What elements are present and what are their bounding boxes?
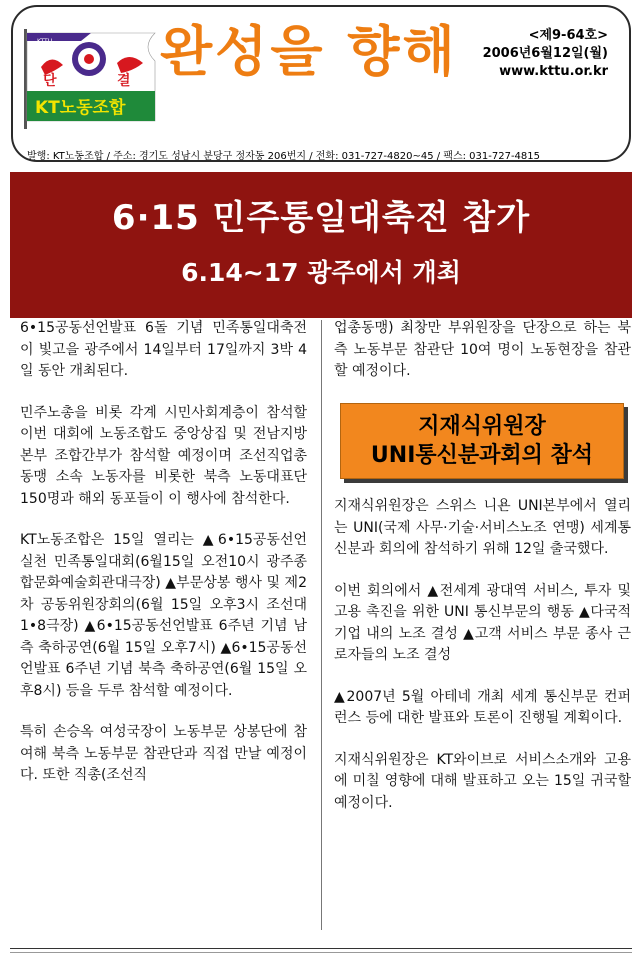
article-title: 6·15 민주통일대축전 참가 <box>111 198 531 238</box>
right-paragraph-3: ▲2007년 5월 아테네 개최 세계 통신부문 컨퍼런스 등에 대한 발표와 토론이 진행될 계획이다. <box>334 688 631 726</box>
article-subtitle: 6.14~17 광주에서 개최 <box>181 258 461 287</box>
issue-info <box>483 27 608 81</box>
left-paragraph-1: 6•15공동선언발표 6돌 기념 민족통일대축전이 빛고을 광주에서 14일부터 17일까지 3박 4일 동안 개최된다. <box>20 320 307 379</box>
left-paragraph-4: 특히 손승옥 여성국장이 노동부문 상봉단에 참여해 북측 노동부문 참관단과 직접 만날 예정이다. 또한 직총(조선직 <box>20 724 307 783</box>
issue-number: <제9-64호> <box>528 28 608 43</box>
title-banner <box>10 172 632 318</box>
right-column-continuation <box>334 318 631 403</box>
right-column <box>334 496 631 834</box>
footer-rule-thin <box>10 952 632 953</box>
masthead-title: 완성을 향해 <box>160 20 458 83</box>
header-box <box>11 5 631 162</box>
website-link[interactable]: www.kttu.or.kr <box>499 64 608 79</box>
union-flag-icon <box>21 29 159 129</box>
right-paragraph-2: 이번 회의에서 ▲전세계 광대역 서비스, 투자 및 고용 촉진을 위한 UNI 통신부문의 행동 ▲다국적기업 내의 노조 결성 ▲고객 서비스 부문 종사 근로자들의 노조 결성 <box>334 582 631 663</box>
flag-word-right: 결 <box>117 73 131 89</box>
left-column <box>20 318 307 807</box>
right-paragraph-1: 지재식위원장은 스위스 니욘 UNI본부에서 열리는 UNI(국제 사무·기술·서비스노조 연맹) 세계통신분과 회의에 참석하기 위해 12일 출국했다. <box>334 498 631 557</box>
left-paragraph-3: KT노동조합은 15일 열리는 ▲6•15공동선언 실천 민족통일대회(6월15일 오전10시 광주종합문화예술회관대극장) ▲부문상봉 행사 및 제2차 공동위원장회의(6월 15일 오후3시 조선대 1•8극장) ▲6•15공동선언발표 6주년 기념 남측 축하공연(6월 15일 오후7시) ▲6•15공동선언발표 6주년 기념 북측 축하공연(6월 15일 오후8시) 등을 두루 참석할 예정이다. <box>20 532 307 699</box>
column-divider <box>321 320 322 930</box>
sidebar-heading-line2: UNI통신분과회의 참석 <box>370 443 594 468</box>
sidebar-heading-line1: 지재식위원장 <box>418 414 546 439</box>
publisher-info: 발행: KT노동조합 / 주소: 경기도 성남시 분당구 정자동 206번지 / 전화: 031-727-4820~45 / 팩스: 031-727-4815 <box>27 151 541 162</box>
right-paragraph-continued: 업총동맹) 최창만 부위원장을 단장으로 하는 북측 노동부문 참관단 10여 명이 노동현장을 참관할 예정이다. <box>334 320 631 379</box>
flag-top-label: KTTU <box>37 38 53 45</box>
flag-union-name: KT노동조합 <box>35 98 126 118</box>
footer-rule <box>10 948 632 949</box>
right-paragraph-4: 지재식위원장은 KT와이브로 서비스소개와 고용에 미칠 영향에 대해 발표하고 오는 15일 귀국할 예정이다. <box>334 751 631 811</box>
issue-date: 2006년6월12일(월) <box>482 46 608 61</box>
flag-word-left: 단 <box>43 73 57 89</box>
left-paragraph-2: 민주노총을 비롯 각계 시민사회계층이 참석할 이번 대회에 노동조합도 중앙상집 및 전남지방본부 조합간부가 참석할 예정이며 조선직업총동맹 소속 노동자를 비롯한 북측 노동대표단 150명과 해외 동포들이 이 행사에 참석한다. <box>20 404 307 507</box>
sidebar-heading-box <box>340 403 624 479</box>
